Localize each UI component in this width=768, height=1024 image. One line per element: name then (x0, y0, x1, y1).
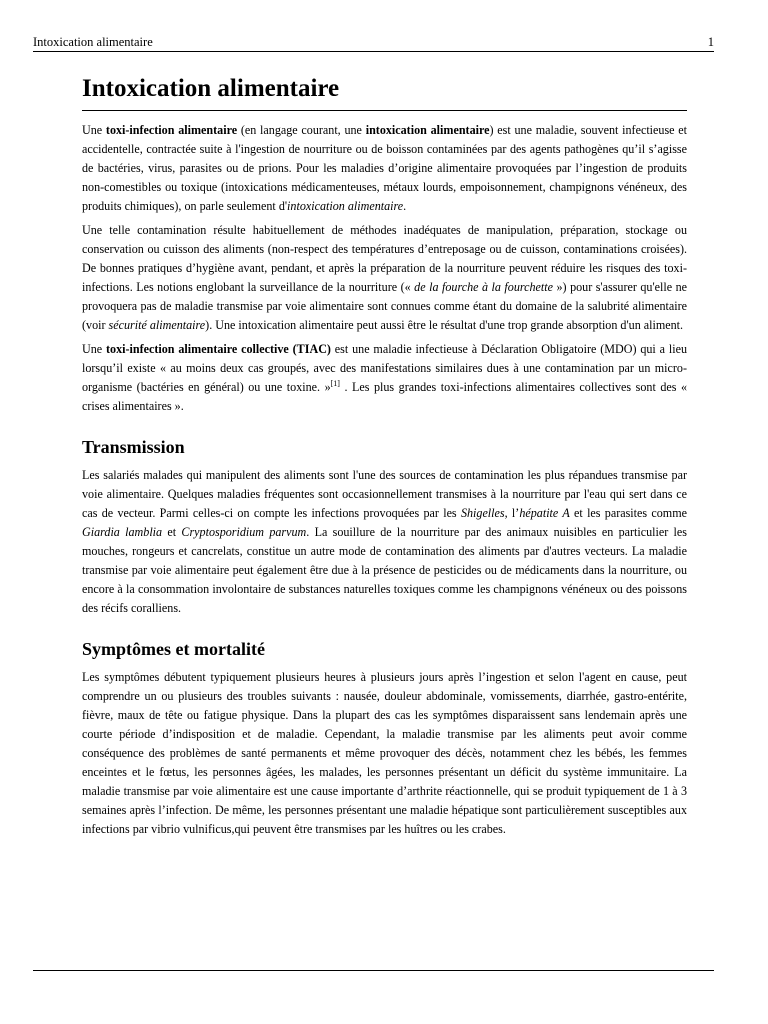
italic-term: Giardia lamblia (82, 525, 163, 539)
page-title: Intoxication alimentaire (82, 72, 687, 111)
italic-term: de la fourche à la fourchette (414, 280, 553, 294)
footer-rule (33, 970, 714, 971)
bold-term: intoxication alimentaire (365, 123, 490, 137)
text-run: . La souillure de la nourriture par des animaux nuisibles en particulier les mouches, rongeurs et cancrelats, constitue un autre mode de contamination des aliments par d'autres vecteurs. La maladie transmise par voie alimentaire peut également être due à la présence de pesticides ou de médicaments dans la nourriture, ou encore à la consommation involontaire de substances naturelles toxiques comme les champignons vénéneux ou des poissons des récifs coralliens. (82, 525, 687, 615)
text-run: est une maladie infectieuse à Déclaration Obligatoire (MDO) qui a lieu lorsqu’il existe « au moins deux cas groupés, avec des manifestations similaires dues à une contamination par un micro-organisme (bactéries en général) ou une toxine. » (82, 342, 687, 394)
transmission-paragraph (82, 466, 687, 618)
running-header-title: Intoxication alimentaire (33, 35, 153, 49)
text-run: Une telle contamination résulte habituellement de méthodes inadéquates de manipulation, préparation, stockage ou conservation ou cuisson des aliments (non-respect des températures d’entreposage ou de cuisson, contaminations croisées). De bonnes pratiques d’hygiène avant, pendant, et après la préparation de la nourriture peuvent réduire les risques des toxi-infections. Les notions englobant la surveillance de la nourriture (« (82, 223, 687, 294)
text-run: (en langage courant, une (237, 123, 366, 137)
intro-paragraph-3 (82, 340, 687, 416)
text-run: ) est une maladie, souvent infectieuse et accidentelle, contractée suite à l'ingestion de nourriture ou de boisson contaminées par des agents pathogènes qu’il s’agisse de bactéries, virus, parasites ou de prions. Pour les maladies d’origine alimentaire provoquées par l’ingestion de produits non-comestibles ou toxique (intoxications médicamenteuses, métaux lourds, empoisonnement, champignons vénéneux, des produits chimiques), on parle seulement d' (82, 123, 688, 213)
text-run: ). Une intoxication alimentaire peut aussi être le résultat d'une trop grande absorption d'un aliment. (205, 318, 684, 332)
intro-paragraph-1 (82, 121, 687, 216)
page-number: 1 (707, 35, 714, 49)
symptomes-paragraph: Les symptômes débutent typiquement plusieurs heures à plusieurs jours après l’ingestion et selon l'agent en cause, peut comprendre un ou plusieurs des troubles suivants : nausée, douleur abdominale, vomissements, diarrhée, gastro-entérite, fièvre, maux de tête ou fatigue physique. Dans la plupart des cas les symptômes disparaissent sans lendemain après une courte période d’indisposition et de maladie. Cependant, la maladie transmise par les aliments peut avoir comme conséquence des problèmes de santé permanents et même provoquer des décès, notamment chez les bébés, les femmes enceintes et le fœtus, les personnes âgées, les malades, les personnes présentant un déficit du système immunitaire. La maladie transmise par voie alimentaire est une cause importante d’arthrite réactionnelle, qui se produit typiquement de 1 à 3 semaines après l’infection. De même, les personnes présentant une maladie hépatique sont particulièrement susceptibles aux infections par vibrio vulnificus,qui peuvent être transmises par les huîtres ou les crabes. (82, 670, 687, 836)
italic-link[interactable]: sécurité alimentaire (108, 318, 206, 332)
article-body (82, 72, 687, 844)
text-run: Une (82, 123, 106, 137)
text-run: et (162, 525, 182, 539)
text-run: Une (82, 342, 107, 356)
bold-term: toxi-infection alimentaire (105, 123, 238, 137)
section-heading-symptomes: Symptômes et mortalité (82, 639, 265, 659)
running-header (33, 34, 714, 52)
intro-paragraph-2 (82, 221, 687, 335)
text-run: Les salariés malades qui manipulent des aliments sont l'une des sources de contamination les plus répandues transmise par voie alimentaire. Quelques maladies fréquentes sont occasionnellement transmises à la nourriture par l'eau qui sert dans ce cas de vecteur. Parmi celles-ci on compte les infections provoquées par les (82, 468, 687, 520)
text-run: . (403, 199, 407, 213)
italic-term: Cryptosporidium parvum (181, 525, 307, 539)
italic-term: intoxication alimentaire (287, 199, 404, 213)
text-run: . Les plus grandes toxi-infections alimentaires collectives sont des « crises alimentaires ». (82, 380, 687, 413)
bold-term: toxi-infection alimentaire collective (TIAC) (106, 342, 331, 356)
text-run: , l’ (504, 506, 520, 520)
text-run: ») pour s'assurer qu'elle ne provoquera pas de maladie transmise par voie alimentaire sont connues comme étant du domaine de la salubrité alimentaire (voir (82, 280, 687, 332)
italic-term: Shigelles (460, 506, 505, 520)
reference-link[interactable]: [1] (330, 378, 340, 388)
section-heading-transmission: Transmission (82, 437, 185, 457)
italic-term: hépatite A (519, 506, 570, 520)
text-run: et les parasites comme (569, 506, 687, 520)
